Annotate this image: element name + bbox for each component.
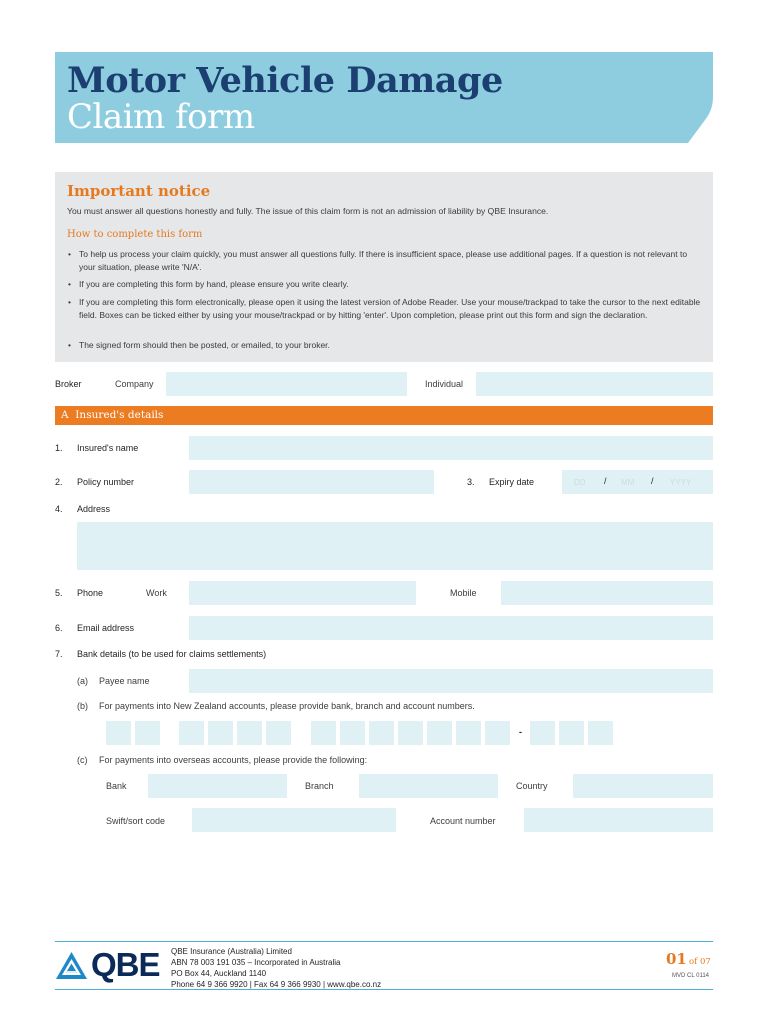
form-title: Motor Vehicle Damage [67, 60, 503, 101]
nz-account-digit-box[interactable] [427, 721, 452, 745]
nz-account-digit-box[interactable] [311, 721, 336, 745]
q4-label: Address [77, 504, 111, 514]
q2-number: 2. [55, 477, 63, 487]
broker-individual-field[interactable] [476, 372, 713, 396]
mobile-phone-field[interactable] [501, 581, 713, 605]
q1-label: Insured's name [77, 443, 139, 453]
nz-branch-digit-box[interactable] [237, 721, 262, 745]
insured-name-field[interactable] [189, 436, 713, 460]
notice-bullet: • If you are completing this form electronically, please open it using the latest version of Adobe Reader. Use your mouse/trackpad to take the cursor to the next editable field. Boxes can be ticked either by using your mouse/trackpad or by hitting 'enter'. Upon completion, please print out this form and sign the declaration. [68, 297, 701, 320]
qbe-logo-text: QBE [91, 946, 160, 983]
swift-code-label: Swift/sort code [106, 816, 166, 826]
nz-bank-digit-box[interactable] [135, 721, 160, 745]
overseas-branch-field[interactable] [359, 774, 498, 798]
page-total: of 07 [689, 957, 711, 967]
bank-label: Bank [106, 781, 127, 791]
notice-title: Important notice [67, 182, 211, 200]
swift-code-field[interactable] [192, 808, 396, 832]
overseas-account-label: For payments into overseas accounts, please provide the following: [99, 755, 368, 765]
payee-name-field[interactable] [189, 669, 713, 693]
q7-label: Bank details (to be used for claims settlements) [77, 649, 267, 659]
nz-suffix-digit-box[interactable] [530, 721, 555, 745]
footer-address: PO Box 44, Auckland 1140 [171, 969, 267, 978]
nz-account-digit-box[interactable] [340, 721, 365, 745]
branch-label: Branch [305, 781, 334, 791]
nz-account-label: For payments into New Zealand accounts, please provide bank, branch and account numbers. [99, 701, 475, 711]
notice-bullet: • To help us process your claim quickly, you must answer all questions fully. If there is insufficient space, please use additional pages. If a question is not relevant to your situation, please write 'N/A'. [68, 249, 688, 272]
nz-account-digit-box[interactable] [485, 721, 510, 745]
q4-number: 4. [55, 504, 63, 514]
individual-label: Individual [425, 379, 464, 389]
notice-intro: You must answer all questions honestly and fully. The issue of this claim form is not an admission of liability by QBE Insurance. [67, 206, 549, 216]
work-label: Work [146, 588, 167, 598]
nz-branch-digit-box[interactable] [179, 721, 204, 745]
q7c-marker: (c) [77, 755, 88, 765]
q5-number: 5. [55, 588, 63, 598]
overseas-country-field[interactable] [573, 774, 713, 798]
notice-bullet-text: If you are completing this form electronically, please open it using the latest version of Adobe Reader. Use your mouse/trackpad to take the cursor to the next editable field. Boxes can be ticked either by using your mouse/trackpad or by hitting 'enter'. Upon completion, please print out this form and sign the declaration. [79, 297, 701, 320]
nz-account-digit-box[interactable] [398, 721, 423, 745]
expiry-year-placeholder: YYYY [670, 478, 692, 487]
notice-bullet-text: The signed form should then be posted, or emailed, to your broker. [79, 340, 330, 350]
q7-number: 7. [55, 649, 63, 659]
q6-number: 6. [55, 623, 63, 633]
notice-bullet-text: To help us process your claim quickly, you must answer all questions fully. If there is insufficient space, please use additional pages. If a question is not relevant to your situation, please write 'N/A'. [79, 249, 688, 272]
form-subtitle: Claim form [67, 97, 255, 137]
payee-name-label: Payee name [99, 676, 150, 686]
footer-bottom-rule [55, 989, 713, 990]
footer-contact: Phone 64 9 366 9920 | Fax 64 9 366 9930 | www.qbe.co.nz [171, 980, 382, 989]
notice-bullet: • If you are completing this form by hand, please ensure you write clearly. [68, 279, 349, 289]
footer-top-rule [55, 941, 713, 942]
nz-suffix-digit-box[interactable] [559, 721, 584, 745]
country-label: Country [516, 781, 548, 791]
section-a-letter: A [61, 409, 69, 421]
expiry-month-placeholder: MM [621, 478, 635, 487]
policy-number-field[interactable] [189, 470, 434, 494]
q7b-marker: (b) [77, 701, 88, 711]
broker-label: Broker [55, 379, 82, 389]
nz-account-digit-box[interactable] [456, 721, 481, 745]
q6-label: Email address [77, 623, 135, 633]
overseas-bank-field[interactable] [148, 774, 287, 798]
company-label: Company [115, 379, 154, 389]
work-phone-field[interactable] [189, 581, 416, 605]
date-separator: / [604, 476, 607, 486]
nz-branch-digit-box[interactable] [208, 721, 233, 745]
date-separator: / [651, 476, 654, 486]
q7a-marker: (a) [77, 676, 88, 686]
footer-company-info [171, 946, 381, 990]
email-field[interactable] [189, 616, 713, 640]
mobile-label: Mobile [450, 588, 477, 598]
notice-bullet: • The signed form should then be posted, or emailed, to your broker. [68, 340, 330, 350]
account-number-label: Account number [430, 816, 496, 826]
broker-company-field[interactable] [166, 372, 407, 396]
nz-account-digit-box[interactable] [369, 721, 394, 745]
account-number-field[interactable] [524, 808, 713, 832]
nz-account-separator: - [519, 727, 522, 737]
qbe-logo-icon [55, 951, 88, 981]
q5-label: Phone [77, 588, 104, 598]
section-a-title [61, 409, 163, 421]
document-code: MVD CL 0114 [672, 973, 710, 979]
q3-label: Expiry date [489, 477, 535, 487]
section-a-text: Insured's details [75, 409, 164, 421]
notice-bullet-text: If you are completing this form by hand, please ensure you write clearly. [79, 279, 349, 289]
address-field[interactable] [77, 522, 713, 570]
nz-branch-digit-box[interactable] [266, 721, 291, 745]
expiry-day-placeholder: DD [574, 478, 586, 487]
q3-number: 3. [467, 477, 475, 487]
nz-bank-digit-box[interactable] [106, 721, 131, 745]
page-number: 01 [666, 950, 687, 968]
footer-company: QBE Insurance (Australia) Limited [171, 947, 292, 956]
howto-title: How to complete this form [67, 229, 203, 240]
footer-abn: ABN 78 003 191 035 – Incorporated in Australia [171, 958, 341, 967]
q1-number: 1. [55, 443, 63, 453]
nz-suffix-digit-box[interactable] [588, 721, 613, 745]
q2-label: Policy number [77, 477, 135, 487]
